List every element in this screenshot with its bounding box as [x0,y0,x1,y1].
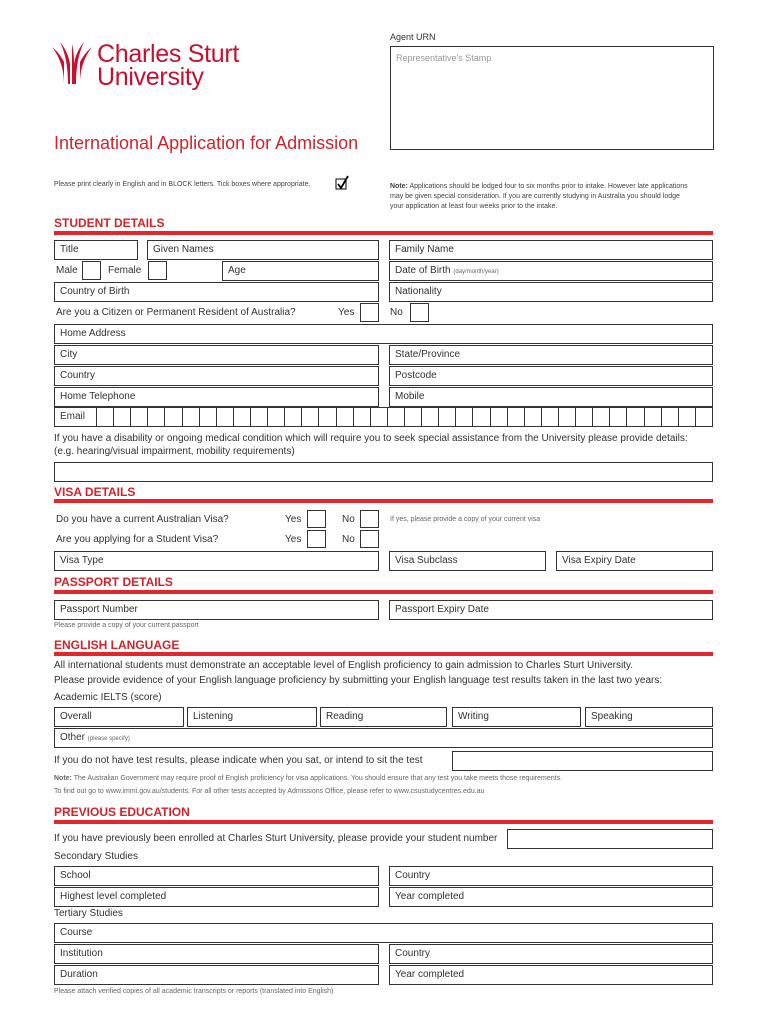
reading-label: Reading [326,711,364,722]
ielts-label: Academic IELTS (score) [54,692,162,703]
english-text-2: Please provide evidence of your English language proficiency by submitting your English language test results taken in the last two years: [54,675,663,686]
attach-note: Please attach verified copies of all academic transcripts or reports (translated into English) [54,988,334,995]
male-checkbox[interactable] [82,261,101,280]
english-note-text-1: The Australian Government may require proof of English proficiency for visa applications. You should ensure that any test you take meets those requirements. [73,775,563,782]
visa-type-field[interactable] [54,551,379,571]
course-field[interactable] [54,923,713,943]
english-note-1 [54,775,562,782]
visa-q1-no-label: No [342,514,355,525]
email-label: Email [60,411,86,422]
course-label: Course [60,927,93,938]
visa-q1-no-checkbox[interactable] [360,510,379,528]
given-names-field[interactable] [147,240,379,260]
tertiary-country-field[interactable] [389,944,713,964]
passport-expiry-label: Passport Expiry Date [395,604,489,615]
note-text-2: may be given special consideration. If you are currently studying in Australia you should lodge [390,193,680,200]
country-label: Country [60,370,96,381]
home-telephone-label: Home Telephone [60,391,136,402]
passport-expiry-field[interactable] [389,600,713,620]
duration-field[interactable] [54,965,379,985]
disability-text-2: (e.g. hearing/visual impairment, mobility requirements) [54,446,295,457]
section-rule [54,590,713,594]
passport-number-field[interactable] [54,600,379,620]
student-details-heading: STUDENT DETAILS [54,216,165,230]
postcode-field[interactable] [389,366,713,386]
school-field[interactable] [54,866,379,886]
stamp-box[interactable] [390,46,714,150]
lodgement-note [390,182,720,212]
visa-subclass-label: Visa Subclass [395,555,458,566]
mobile-field[interactable] [389,387,713,407]
section-rule [54,231,713,235]
age-label: Age [228,265,246,276]
citizen-question: Are you a Citizen or Permanent Resident of Australia? [56,307,296,318]
visa-subclass-field[interactable] [389,551,546,571]
title-label: Title [60,244,79,255]
other-label: Other [60,732,86,743]
passport-details-heading: PASSPORT DETAILS [54,575,173,589]
country-of-birth-label: Country of Birth [60,286,130,297]
female-checkbox[interactable] [148,261,167,280]
enrolled-question: If you have previously been enrolled at Charles Sturt University, please provide your student number [54,833,498,844]
family-name-field[interactable] [389,240,713,260]
secondary-studies-label: Secondary Studies [54,851,138,862]
visa-q2-no-checkbox[interactable] [360,530,379,548]
dob-label: Date of Birth [395,265,451,276]
ielts-writing-field[interactable] [452,707,581,727]
disability-text-1: If you have a disability or ongoing medical condition which will require you to seek special assistance from the University please provide details: [54,433,688,444]
section-rule [54,652,713,656]
tick-box-icon [335,175,350,191]
english-language-heading: ENGLISH LANGUAGE [54,638,180,652]
age-field[interactable] [222,261,379,281]
previous-education-heading: PREVIOUS EDUCATION [54,805,190,819]
ielts-reading-field[interactable] [320,707,447,727]
visa-q2-no-label: No [342,534,355,545]
test-date-field[interactable] [452,751,713,771]
note-text-3: your application at least four weeks prior to the intake. [390,203,558,210]
note-label: Note: [390,183,408,190]
section-rule [54,499,713,503]
speaking-label: Speaking [591,711,633,722]
citizen-no-checkbox[interactable] [410,303,429,322]
tertiary-year-label: Year completed [395,969,465,980]
passport-number-label: Passport Number [60,604,138,615]
print-note: Please print clearly in English and in BLOCK letters. Tick boxes where appropriate. [54,181,311,188]
english-note-2: To find out go to www.immi.gov.au/students. For all other tests accepted by Admissions Office, please refer to www.csustudycentres.edu.au [54,788,485,795]
secondary-year-label: Year completed [395,891,465,902]
citizen-yes-label: Yes [338,307,355,318]
country-of-birth-field[interactable] [54,282,379,302]
english-note-label: Note: [54,775,72,782]
logo-line-2: University [97,63,204,91]
agent-urn-label: Agent URN [390,32,436,42]
university-logo-icon [51,40,93,84]
school-label: School [60,870,91,881]
stamp-label: Representative's Stamp [396,53,492,63]
disability-details-field[interactable] [54,462,713,482]
other-hint: (please specify) [87,736,130,742]
overall-label: Overall [60,711,92,722]
institution-label: Institution [60,948,103,959]
title-field[interactable] [54,240,138,260]
dob-field[interactable] [389,261,713,281]
visa-q2-yes-label: Yes [285,534,302,545]
mobile-label: Mobile [395,391,425,402]
citizen-yes-checkbox[interactable] [360,303,379,322]
other-test-field[interactable] [54,728,713,748]
visa-q1-yes-checkbox[interactable] [307,510,326,528]
citizen-no-label: No [390,307,403,318]
tertiary-studies-label: Tertiary Studies [54,908,123,919]
visa-details-heading: VISA DETAILS [54,485,136,499]
visa-expiry-field[interactable] [556,551,713,571]
given-names-label: Given Names [153,244,214,255]
visa-copy-note: If yes, please provide a copy of your current visa [390,516,541,523]
highest-level-label: Highest level completed [60,891,167,902]
state-field[interactable] [389,345,713,365]
visa-expiry-label: Visa Expiry Date [562,555,636,566]
state-label: State/Province [395,349,461,360]
ielts-speaking-field[interactable] [585,707,713,727]
home-address-label: Home Address [60,328,126,339]
ielts-listening-field[interactable] [187,707,317,727]
email-field[interactable] [54,407,713,427]
english-text-1: All international students must demonstrate an acceptable level of English proficiency to gain admission to Charles Sturt University. [54,660,633,671]
logo-line-1: Charles Sturt [97,40,239,68]
dob-hint: (day/month/year) [453,269,499,275]
ielts-overall-field[interactable] [54,707,184,727]
postcode-label: Postcode [395,370,437,381]
visa-type-label: Visa Type [60,555,104,566]
email-char-cells [96,408,712,426]
visa-q1-yes-label: Yes [285,514,302,525]
city-field[interactable] [54,345,379,365]
writing-label: Writing [458,711,489,722]
secondary-year-field[interactable] [389,887,713,907]
tertiary-year-field[interactable] [389,965,713,985]
student-number-field[interactable] [507,829,713,849]
visa-question-2: Are you applying for a Student Visa? [56,534,219,545]
note-text-1: Applications should be lodged four to six months prior to intake. However late applications [409,183,688,190]
home-address-field[interactable] [54,324,713,344]
institution-field[interactable] [54,944,379,964]
duration-label: Duration [60,969,98,980]
nationality-field[interactable] [389,282,713,302]
listening-label: Listening [193,711,234,722]
secondary-country-field[interactable] [389,866,713,886]
highest-level-field[interactable] [54,887,379,907]
secondary-country-label: Country [395,870,431,881]
section-rule [54,820,713,824]
home-telephone-field[interactable] [54,387,379,407]
passport-copy-note: Please provide a copy of your current passport [54,622,199,629]
visa-question-1: Do you have a current Australian Visa? [56,514,229,525]
visa-q2-yes-checkbox[interactable] [307,530,326,548]
city-label: City [60,349,78,360]
nationality-label: Nationality [395,286,442,297]
male-label: Male [56,265,78,276]
family-name-label: Family Name [395,244,454,255]
country-field[interactable] [54,366,379,386]
page-title: International Application for Admission [54,133,359,153]
female-label: Female [108,265,142,276]
no-results-text: If you do not have test results, please indicate when you sat, or intend to sit the test [54,755,423,766]
tertiary-country-label: Country [395,948,431,959]
